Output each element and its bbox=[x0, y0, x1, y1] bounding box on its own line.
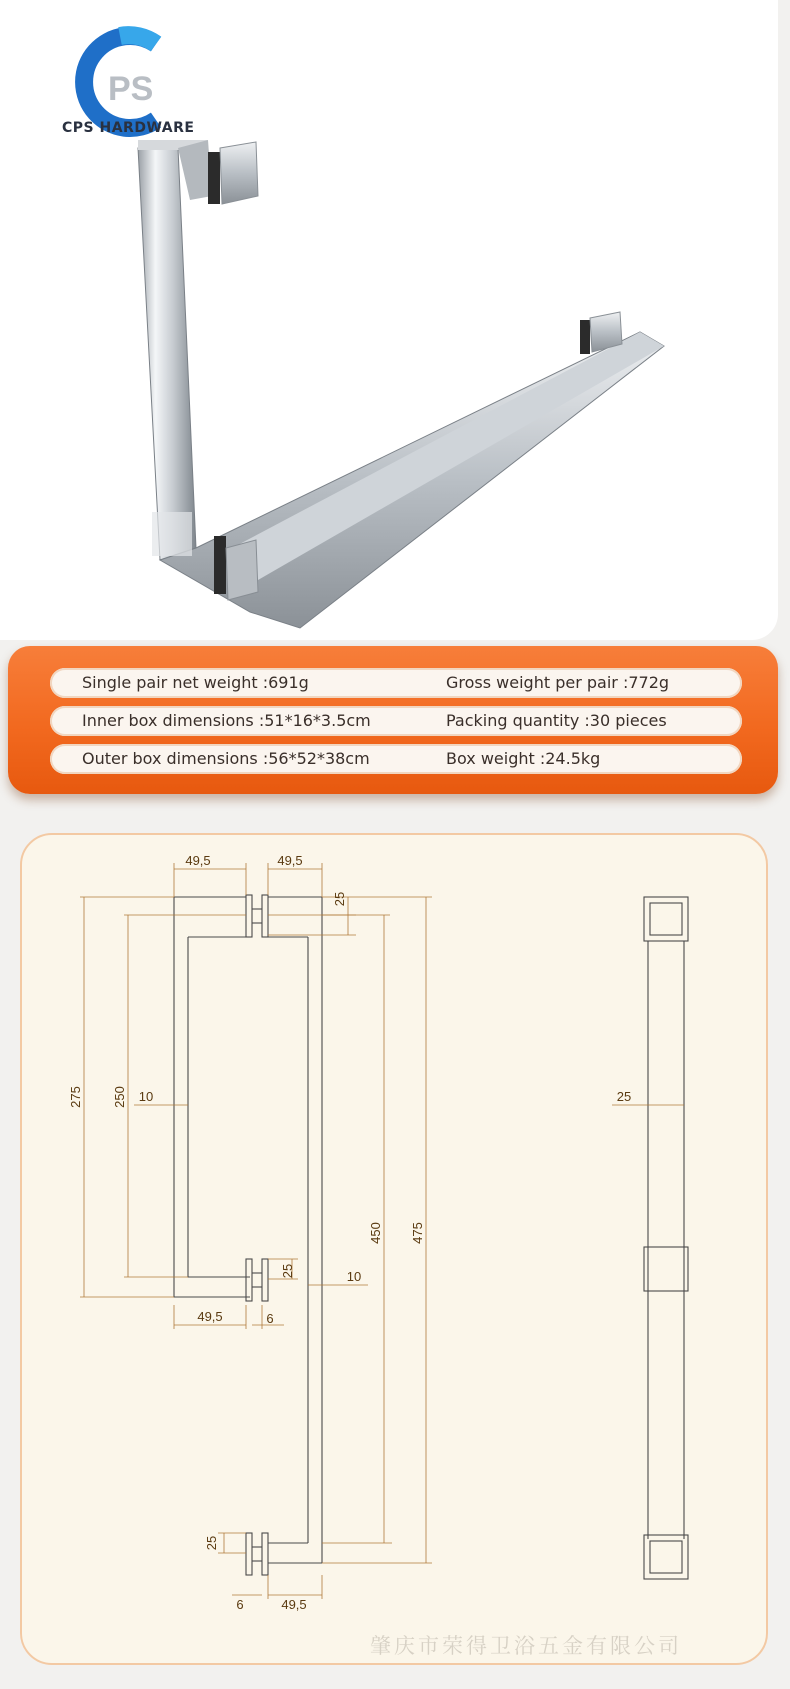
dim-outer-height-left: 275 bbox=[68, 1086, 83, 1108]
dim-bar-thickness-left: 10 bbox=[138, 1089, 154, 1104]
dim-bracket-height-bottom: 25 bbox=[204, 1535, 219, 1551]
dim-inner-height-left: 250 bbox=[112, 1086, 127, 1108]
gross-weight: Gross weight per pair :772g bbox=[446, 673, 670, 692]
inner-box-dimensions: Inner box dimensions :51*16*3.5cm bbox=[82, 711, 371, 730]
dim-spacer-mid: 6 bbox=[266, 1311, 274, 1326]
technical-drawing bbox=[22, 835, 766, 1663]
dim-spacer-bottom: 6 bbox=[236, 1597, 244, 1612]
dim-bar-thickness-right: 10 bbox=[346, 1269, 362, 1284]
dim-top-right-width: 49,5 bbox=[277, 853, 303, 868]
spec-row bbox=[50, 668, 742, 698]
net-weight: Single pair net weight :691g bbox=[82, 673, 309, 692]
spec-row bbox=[50, 744, 742, 774]
dim-outer-height-right: 475 bbox=[410, 1222, 425, 1244]
packing-quantity: Packing quantity :30 pieces bbox=[446, 711, 667, 730]
svg-text:PS: PS bbox=[108, 70, 154, 108]
dim-top-left-width: 49,5 bbox=[185, 853, 211, 868]
dim-bracket-height-mid: 25 bbox=[280, 1263, 295, 1279]
dim-bottom-left-width: 49,5 bbox=[197, 1309, 223, 1324]
brand-name: CPS HARDWARE bbox=[62, 120, 195, 136]
company-watermark: 肇庆市荣得卫浴五金有限公司 bbox=[370, 1634, 682, 1658]
product-photo bbox=[0, 0, 778, 640]
dim-inner-height-right: 450 bbox=[368, 1222, 383, 1244]
box-weight: Box weight :24.5kg bbox=[446, 749, 601, 768]
spec-panel bbox=[8, 646, 778, 794]
technical-drawing-panel bbox=[20, 833, 768, 1665]
dim-top-bracket: 25 bbox=[332, 891, 347, 907]
spec-row bbox=[50, 706, 742, 736]
dim-bottom-right-width: 49,5 bbox=[281, 1597, 307, 1612]
outer-box-dimensions: Outer box dimensions :56*52*38cm bbox=[82, 749, 370, 768]
dim-side-width: 25 bbox=[616, 1089, 632, 1104]
